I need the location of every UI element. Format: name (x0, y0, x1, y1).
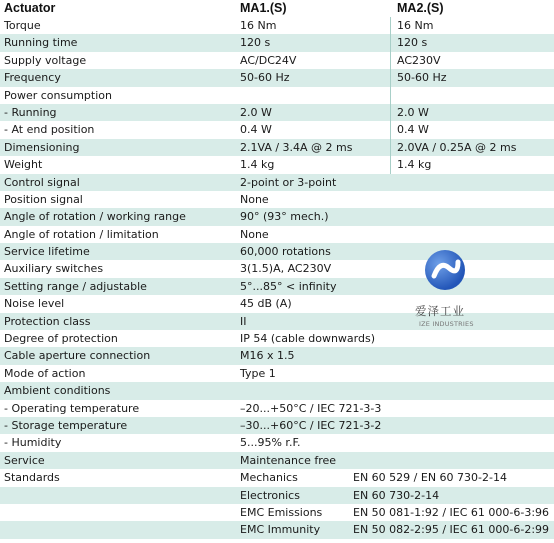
row-value-ma1: AC/DC24V (240, 53, 297, 67)
column-divider (390, 17, 391, 34)
row-label: Mode of action (4, 366, 86, 380)
table-row (0, 208, 554, 225)
table-row (0, 52, 554, 69)
table-row (0, 382, 554, 399)
row-value-ma1: EMC Immunity (240, 523, 321, 537)
row-value-ma1: 120 s (240, 36, 271, 50)
table-row (0, 174, 554, 191)
row-value-ma1: 2.1VA / 3.4A @ 2 ms (240, 140, 353, 154)
watermark-cn: 爱泽工业 (415, 304, 465, 318)
table-row (0, 504, 554, 521)
table-row (0, 139, 554, 156)
row-value-ma2: EN 50 082-2:95 / IEC 61 000-6-2:99 (353, 523, 550, 537)
row-label: Running time (4, 36, 78, 50)
row-label: Degree of protection (4, 332, 118, 346)
table-row (0, 469, 554, 486)
row-value-ma1: 0.4 W (240, 123, 272, 137)
row-value-ma1: None (240, 227, 269, 241)
table-header (0, 0, 554, 17)
column-divider (390, 34, 391, 51)
row-label: Dimensioning (4, 140, 80, 154)
row-label: Supply voltage (4, 53, 87, 67)
row-value-ma2: EN 60 730-2-14 (353, 488, 440, 502)
table-row (0, 417, 554, 434)
row-value-ma1: EMC Emissions (240, 505, 323, 519)
row-label: Angle of rotation / working range (4, 210, 186, 224)
column-divider (390, 52, 391, 69)
row-value-ma1: 3(1.5)A, AC230V (240, 262, 332, 276)
row-value-ma1: Mechanics (240, 471, 298, 485)
row-value-ma1: 90° (93° mech.) (240, 210, 329, 224)
row-value-ma2: 1.4 kg (397, 158, 432, 172)
row-label: Weight (4, 158, 43, 172)
table-row (0, 69, 554, 86)
row-value-ma1: II (240, 314, 247, 328)
row-label: Position signal (4, 192, 83, 206)
header-ma1: MA1.(S) (240, 1, 287, 15)
row-label: Setting range / adjustable (4, 279, 147, 293)
header-actuator: Actuator (4, 1, 56, 15)
row-value-ma2: AC230V (397, 53, 441, 67)
table-row (0, 521, 554, 538)
row-value-ma1: 60,000 rotations (240, 245, 331, 259)
row-value-ma2: 0.4 W (397, 123, 429, 137)
row-label: - Operating temperature (4, 401, 140, 415)
row-value-ma1: IP 54 (cable downwards) (240, 332, 376, 346)
table-row (0, 34, 554, 51)
table-row (0, 17, 554, 34)
table-row (0, 347, 554, 364)
column-divider (390, 69, 391, 86)
table-row (0, 487, 554, 504)
row-value-ma1: 2.0 W (240, 105, 272, 119)
row-value-ma1: 2-point or 3-point (240, 175, 337, 189)
column-divider (390, 87, 391, 104)
row-label: Noise level (4, 297, 65, 311)
row-value-ma1: None (240, 192, 269, 206)
column-divider (390, 121, 391, 138)
table-row (0, 121, 554, 138)
row-value-ma1: 16 Nm (240, 19, 277, 32)
table-row (0, 156, 554, 173)
row-value-ma2: 16 Nm (397, 19, 434, 32)
row-value-ma1: 1.4 kg (240, 158, 275, 172)
row-label: Control signal (4, 175, 80, 189)
table-row (0, 400, 554, 417)
row-value-ma1: 5°...85° < infinity (240, 279, 337, 293)
row-label: Standards (4, 471, 60, 485)
row-value-ma2: EN 50 081-1:92 / IEC 61 000-6-3:96 (353, 505, 550, 519)
row-label: - Storage temperature (4, 418, 128, 432)
row-value-ma2: 50-60 Hz (397, 71, 447, 85)
watermark-logo (411, 245, 491, 335)
header-ma2: MA2.(S) (397, 1, 444, 15)
row-value-ma1: –20...+50°C / IEC 721-3-3 (240, 401, 382, 415)
row-value-ma1: 50-60 Hz (240, 71, 290, 85)
table-row (0, 434, 554, 451)
row-value-ma2: 2.0VA / 0.25A @ 2 ms (397, 140, 517, 154)
watermark-en: IZE INDUSTRIES (419, 320, 474, 328)
row-value-ma1: –30...+60°C / IEC 721-3-2 (240, 418, 382, 432)
row-label: - Humidity (4, 436, 62, 450)
row-value-ma1: Electronics (240, 488, 300, 502)
row-value-ma1: Maintenance free (240, 453, 337, 467)
row-label: Auxiliary switches (4, 262, 104, 276)
globe-icon (425, 250, 465, 290)
table-row (0, 87, 554, 104)
row-label: Angle of rotation / limitation (4, 227, 159, 241)
row-value-ma1: Type 1 (240, 366, 276, 380)
row-label: Torque (4, 19, 41, 32)
row-value-ma1: M16 x 1.5 (240, 349, 295, 363)
row-value-ma2: 2.0 W (397, 105, 429, 119)
row-label: - At end position (4, 123, 95, 137)
row-label: Service lifetime (4, 245, 90, 259)
row-value-ma2: EN 60 529 / EN 60 730-2-14 (353, 471, 507, 485)
table-row (0, 104, 554, 121)
row-label: Protection class (4, 314, 91, 328)
table-row (0, 452, 554, 469)
table-row (0, 365, 554, 382)
row-value-ma1: 45 dB (A) (240, 297, 292, 311)
row-label: Cable aperture connection (4, 349, 151, 363)
row-label: - Running (4, 105, 57, 119)
row-label: Ambient conditions (4, 384, 111, 398)
column-divider (390, 104, 391, 121)
row-value-ma1: 5...95% r.F. (240, 436, 301, 450)
column-divider (390, 139, 391, 156)
row-value-ma2: 120 s (397, 36, 428, 50)
row-label: Power consumption (4, 88, 112, 102)
table-row (0, 226, 554, 243)
column-divider (390, 156, 391, 173)
table-row (0, 191, 554, 208)
row-label: Service (4, 453, 45, 467)
row-label: Frequency (4, 71, 61, 85)
